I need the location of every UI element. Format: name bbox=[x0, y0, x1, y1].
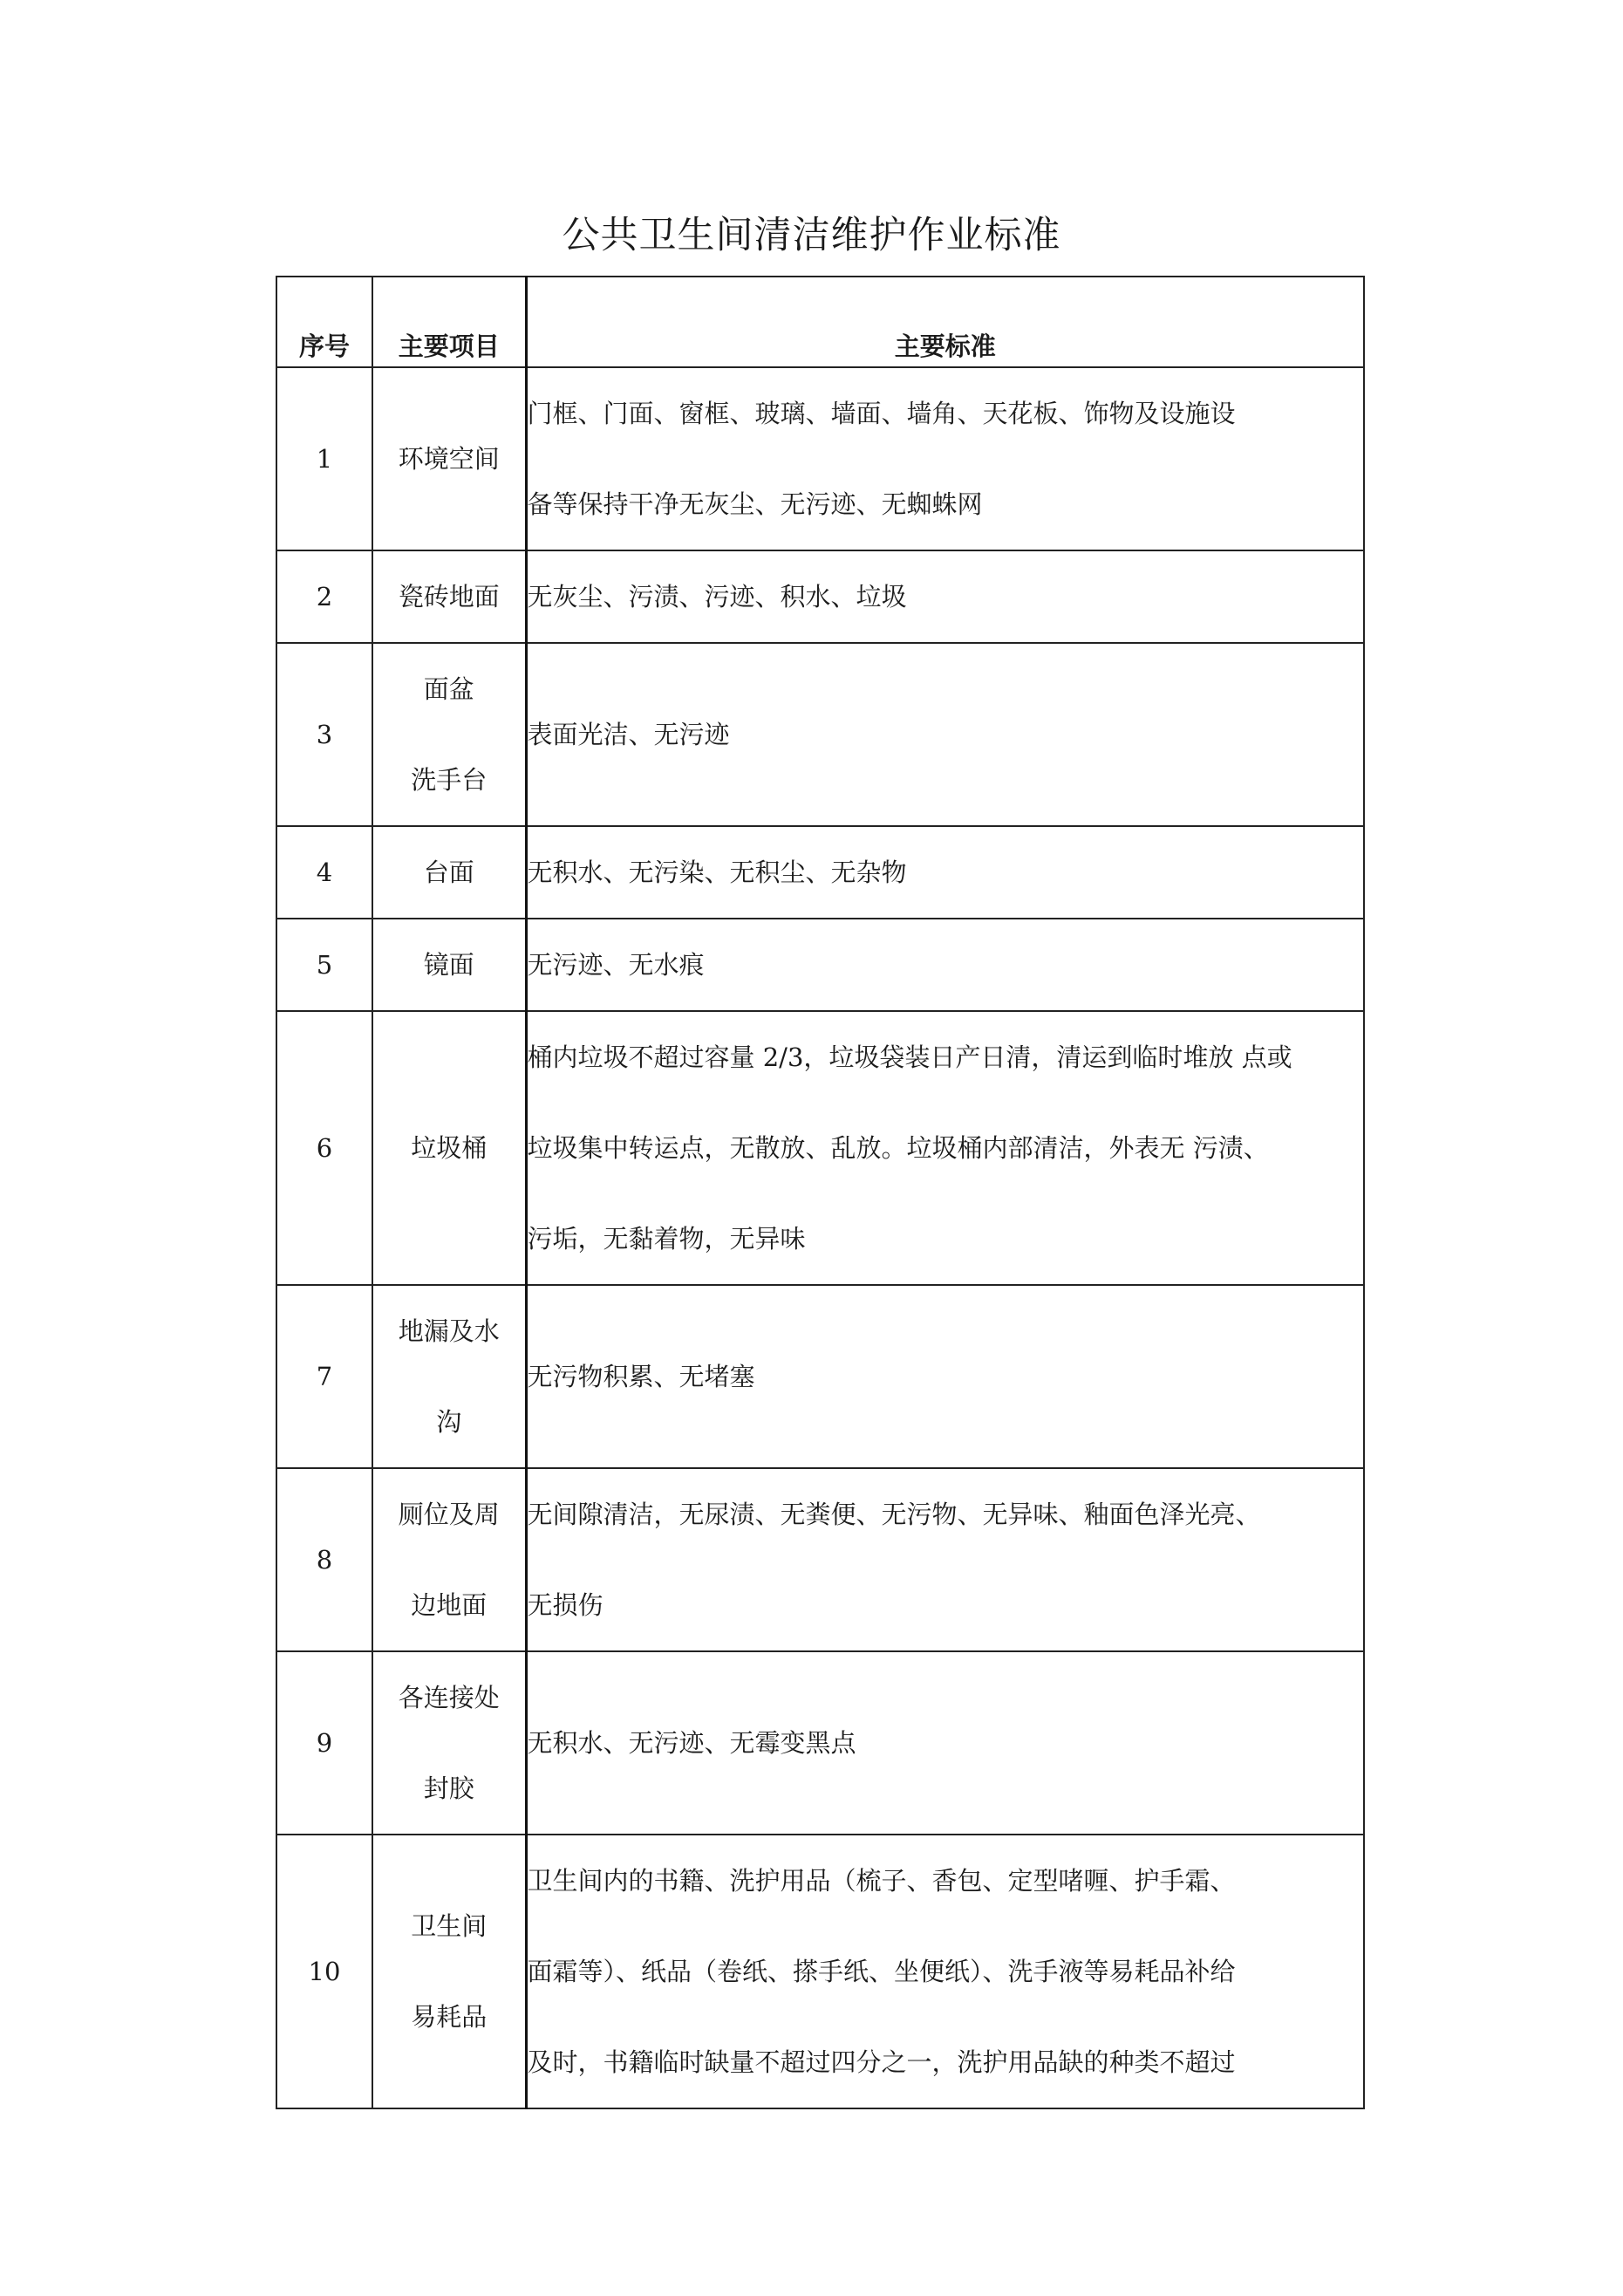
row-number: 1 bbox=[276, 367, 372, 550]
header-item: 主要项目 bbox=[372, 277, 526, 367]
table-header-row bbox=[276, 277, 1364, 367]
row-standard bbox=[526, 1468, 1364, 1651]
row-item bbox=[372, 1468, 526, 1651]
page-title: 公共卫生间清洁维护作业标准 bbox=[562, 214, 1061, 257]
item-line: 边地面 bbox=[411, 1590, 488, 1620]
table-row bbox=[276, 1468, 1364, 1651]
standard-line: 门框、门面、窗框、玻璃、墙面、墙角、天花板、饰物及设施设 bbox=[527, 399, 1236, 428]
row-standard bbox=[526, 550, 1364, 643]
standard-line: 及时，书籍临时缺量不超过四分之一，洗护用品缺的种类不超过 bbox=[527, 2047, 1236, 2077]
header-standard: 主要标准 bbox=[526, 277, 1364, 367]
standard-line: 垃圾集中转运点，无散放、乱放。垃圾桶内部清洁，外表无 污渍、 bbox=[527, 1133, 1269, 1163]
standard-line: 无间隙清洁，无尿渍、无粪便、无污物、无异味、釉面色泽光亮、 bbox=[527, 1500, 1261, 1529]
standards-table bbox=[276, 276, 1365, 2109]
row-item bbox=[372, 1285, 526, 1468]
item-line: 易耗品 bbox=[411, 2002, 488, 2032]
row-number: 6 bbox=[276, 1011, 372, 1285]
item-line: 厕位及周 bbox=[398, 1500, 500, 1529]
row-number: 7 bbox=[276, 1285, 372, 1468]
item-line: 垃圾桶 bbox=[411, 1133, 488, 1163]
row-item bbox=[372, 919, 526, 1011]
row-standard bbox=[526, 643, 1364, 826]
standard-line: 桶内垃圾不超过容量 2/3，垃圾袋装日产日清，清运到临时堆放 点或 bbox=[527, 1042, 1292, 1072]
item-line: 洗手台 bbox=[411, 765, 488, 795]
standard-line: 无损伤 bbox=[527, 1590, 604, 1620]
item-line: 面盆 bbox=[423, 674, 474, 704]
standard-line: 备等保持干净无灰尘、无污迹、无蜘蛛网 bbox=[527, 489, 983, 519]
standard-line: 面霜等）、纸品（卷纸、搽手纸、坐便纸）、洗手液等易耗品补给 bbox=[527, 1957, 1236, 1986]
table-row bbox=[276, 367, 1364, 550]
row-number: 5 bbox=[276, 919, 372, 1011]
row-item bbox=[372, 367, 526, 550]
table-row bbox=[276, 550, 1364, 643]
row-item bbox=[372, 1011, 526, 1285]
table-row bbox=[276, 1285, 1364, 1468]
row-number: 2 bbox=[276, 550, 372, 643]
row-item bbox=[372, 1835, 526, 2108]
row-standard bbox=[526, 367, 1364, 550]
table-row bbox=[276, 1835, 1364, 2108]
item-line: 瓷砖地面 bbox=[398, 582, 500, 612]
row-standard bbox=[526, 919, 1364, 1011]
standard-line: 无污迹、无水痕 bbox=[527, 950, 705, 980]
standard-line: 污垢，无黏着物，无异味 bbox=[527, 1224, 806, 1254]
row-item bbox=[372, 826, 526, 919]
row-number: 10 bbox=[276, 1835, 372, 2108]
row-item bbox=[372, 643, 526, 826]
table-row bbox=[276, 919, 1364, 1011]
standard-line: 无灰尘、污渍、污迹、积水、垃圾 bbox=[527, 582, 907, 612]
table-row bbox=[276, 643, 1364, 826]
item-line: 镜面 bbox=[423, 950, 474, 980]
row-standard bbox=[526, 826, 1364, 919]
header-no: 序号 bbox=[276, 277, 372, 367]
item-line: 地漏及水 bbox=[398, 1316, 500, 1346]
table-body bbox=[276, 367, 1364, 2108]
item-line: 封胶 bbox=[423, 1773, 474, 1803]
row-number: 4 bbox=[276, 826, 372, 919]
table-row bbox=[276, 826, 1364, 919]
table-row bbox=[276, 1011, 1364, 1285]
item-line: 卫生间 bbox=[411, 1911, 488, 1941]
item-line: 沟 bbox=[436, 1407, 462, 1437]
row-standard bbox=[526, 1285, 1364, 1468]
row-number: 3 bbox=[276, 643, 372, 826]
item-line: 各连接处 bbox=[398, 1683, 500, 1712]
item-line: 台面 bbox=[423, 858, 474, 887]
row-item bbox=[372, 1651, 526, 1835]
row-item bbox=[372, 550, 526, 643]
row-standard bbox=[526, 1835, 1364, 2108]
table-row bbox=[276, 1651, 1364, 1835]
item-line: 环境空间 bbox=[398, 444, 500, 474]
standard-line: 表面光洁、无污迹 bbox=[527, 720, 730, 749]
standard-line: 卫生间内的书籍、洗护用品（梳子、香包、定型啫喱、护手霜、 bbox=[527, 1866, 1236, 1896]
standard-line: 无污物积累、无堵塞 bbox=[527, 1362, 755, 1391]
standard-line: 无积水、无污迹、无霉变黑点 bbox=[527, 1728, 856, 1758]
row-number: 9 bbox=[276, 1651, 372, 1835]
standard-line: 无积水、无污染、无积尘、无杂物 bbox=[527, 858, 907, 887]
row-standard bbox=[526, 1651, 1364, 1835]
row-number: 8 bbox=[276, 1468, 372, 1651]
row-standard bbox=[526, 1011, 1364, 1285]
